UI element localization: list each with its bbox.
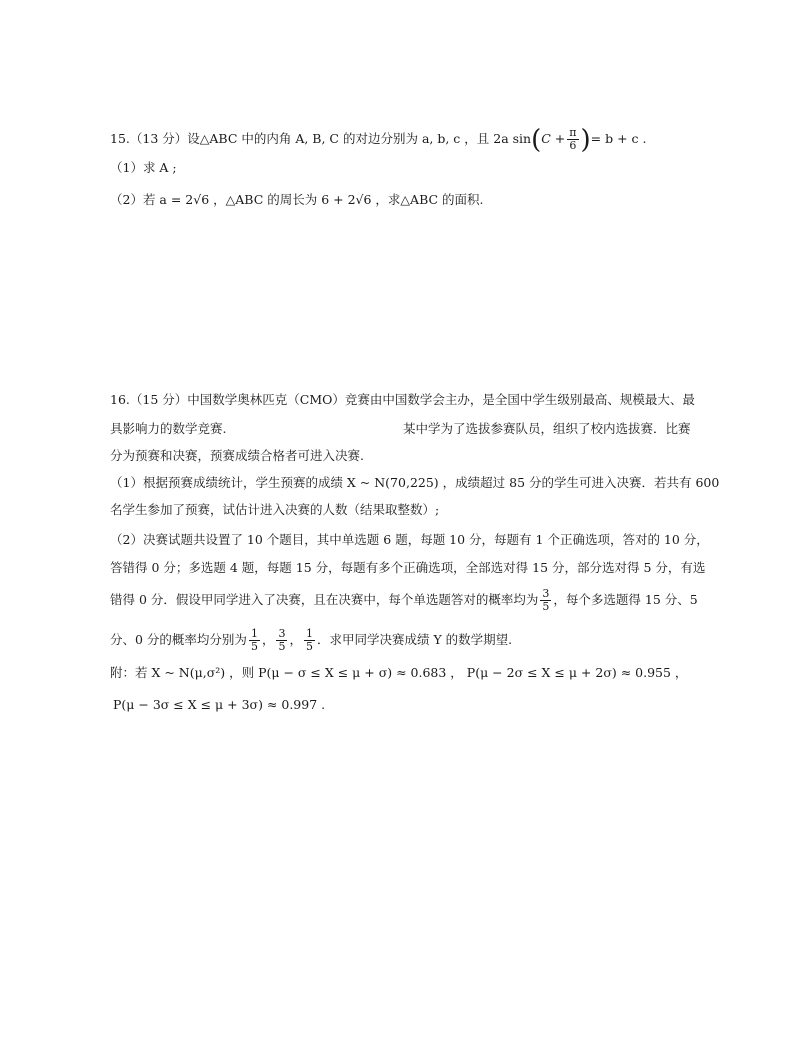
problem-15-c: C + <box>541 131 566 146</box>
line-9-post: ．求甲同学决赛成绩 Y 的数学期望. <box>316 632 513 647</box>
problem-15-text-pre: 15.（13 分）设△ABC 中的内角 A, B, C 的对边分别为 a, b, c ，且 2a sin <box>110 131 532 146</box>
problem-15-text-post: = b + c . <box>590 131 647 146</box>
fraction-numerator: π <box>569 126 577 139</box>
problem-16-question-2-line-2: 答错得 0 分；多选题 4 题，每题 15 分，每题有多个正确选项，全部选对得 15 分，部分选对得 5 分，有选 <box>110 560 706 575</box>
problem-15-statement <box>110 125 647 155</box>
three-fifths-fraction <box>540 588 551 613</box>
problem-15-question-2: （2）若 a = 2√6 ，△ABC 的周长为 6 + 2√6 ，求△ABC 的面积. <box>110 192 484 207</box>
separator: ， <box>261 632 275 647</box>
problem-16-question-2-line-4 <box>110 628 512 653</box>
pi-over-6-fraction <box>567 127 578 152</box>
fraction-numerator: 1 <box>305 627 313 640</box>
problem-16-line-2b: 某中学为了选拔参赛队员，组织了校内选拔赛．比赛 <box>403 421 691 436</box>
line-8-post: ，每个多选题得 15 分、5 <box>553 592 698 607</box>
fraction-numerator: 1 <box>250 627 258 640</box>
problem-16-question-1: （1）根据预赛成绩统计，学生预赛的成绩 X ~ N(70,225) ，成绩超过 85 分的学生可进入决赛．若共有 600 <box>110 475 720 490</box>
problem-16-question-2: （2）决赛试题共设置了 10 个题目，其中单选题 6 题，每题 10 分，每题有 1 个正确选项，答对的 10 分， <box>110 532 709 547</box>
fraction-denominator: 6 <box>569 139 577 152</box>
problem-16-line-2a: 具影响力的数学竞赛. <box>110 421 227 436</box>
line-8-pre: 错得 0 分．假设甲同学进入了决赛，且在决赛中，每个单选题答对的概率均为 <box>110 592 539 607</box>
fraction-numerator: 3 <box>542 587 550 600</box>
problem-16-line-1: 16.（15 分）中国数学奥林匹克（CMO）竞赛由中国数学会主办，是全国中学生级别最高、规模最大、最 <box>110 392 695 407</box>
right-paren: ) <box>580 125 591 155</box>
one-fifth-fraction <box>249 628 260 653</box>
problem-16-question-2-line-3 <box>110 588 698 613</box>
left-paren: ( <box>531 125 542 155</box>
appendix-line-1: 附：若 X ~ N(μ,σ²) ，则 P(μ − σ ≤ X ≤ μ + σ) ≈ 0.683 ， P(μ − 2σ ≤ X ≤ μ + 2σ) ≈ 0.955 ， <box>110 665 688 680</box>
three-fifths-fraction <box>276 628 287 653</box>
fraction-numerator: 3 <box>278 627 286 640</box>
problem-15-question-1: （1）求 A ; <box>110 160 177 175</box>
line-9-pre: 分、0 分的概率均分别为 <box>110 632 247 647</box>
fraction-denominator: 5 <box>305 640 313 653</box>
appendix-line-2: P(μ − 3σ ≤ X ≤ μ + 3σ) ≈ 0.997 . <box>113 697 326 712</box>
fraction-denominator: 5 <box>250 640 258 653</box>
fraction-denominator: 5 <box>278 640 286 653</box>
fraction-denominator: 5 <box>542 600 550 613</box>
problem-16-question-1-cont: 名学生参加了预赛，试估计进入决赛的人数（结果取整数）; <box>110 502 440 517</box>
separator: ， <box>289 632 302 647</box>
one-fifth-fraction <box>304 628 315 653</box>
problem-16-line-3: 分为预赛和决赛，预赛成绩合格者可进入决赛. <box>110 448 364 463</box>
